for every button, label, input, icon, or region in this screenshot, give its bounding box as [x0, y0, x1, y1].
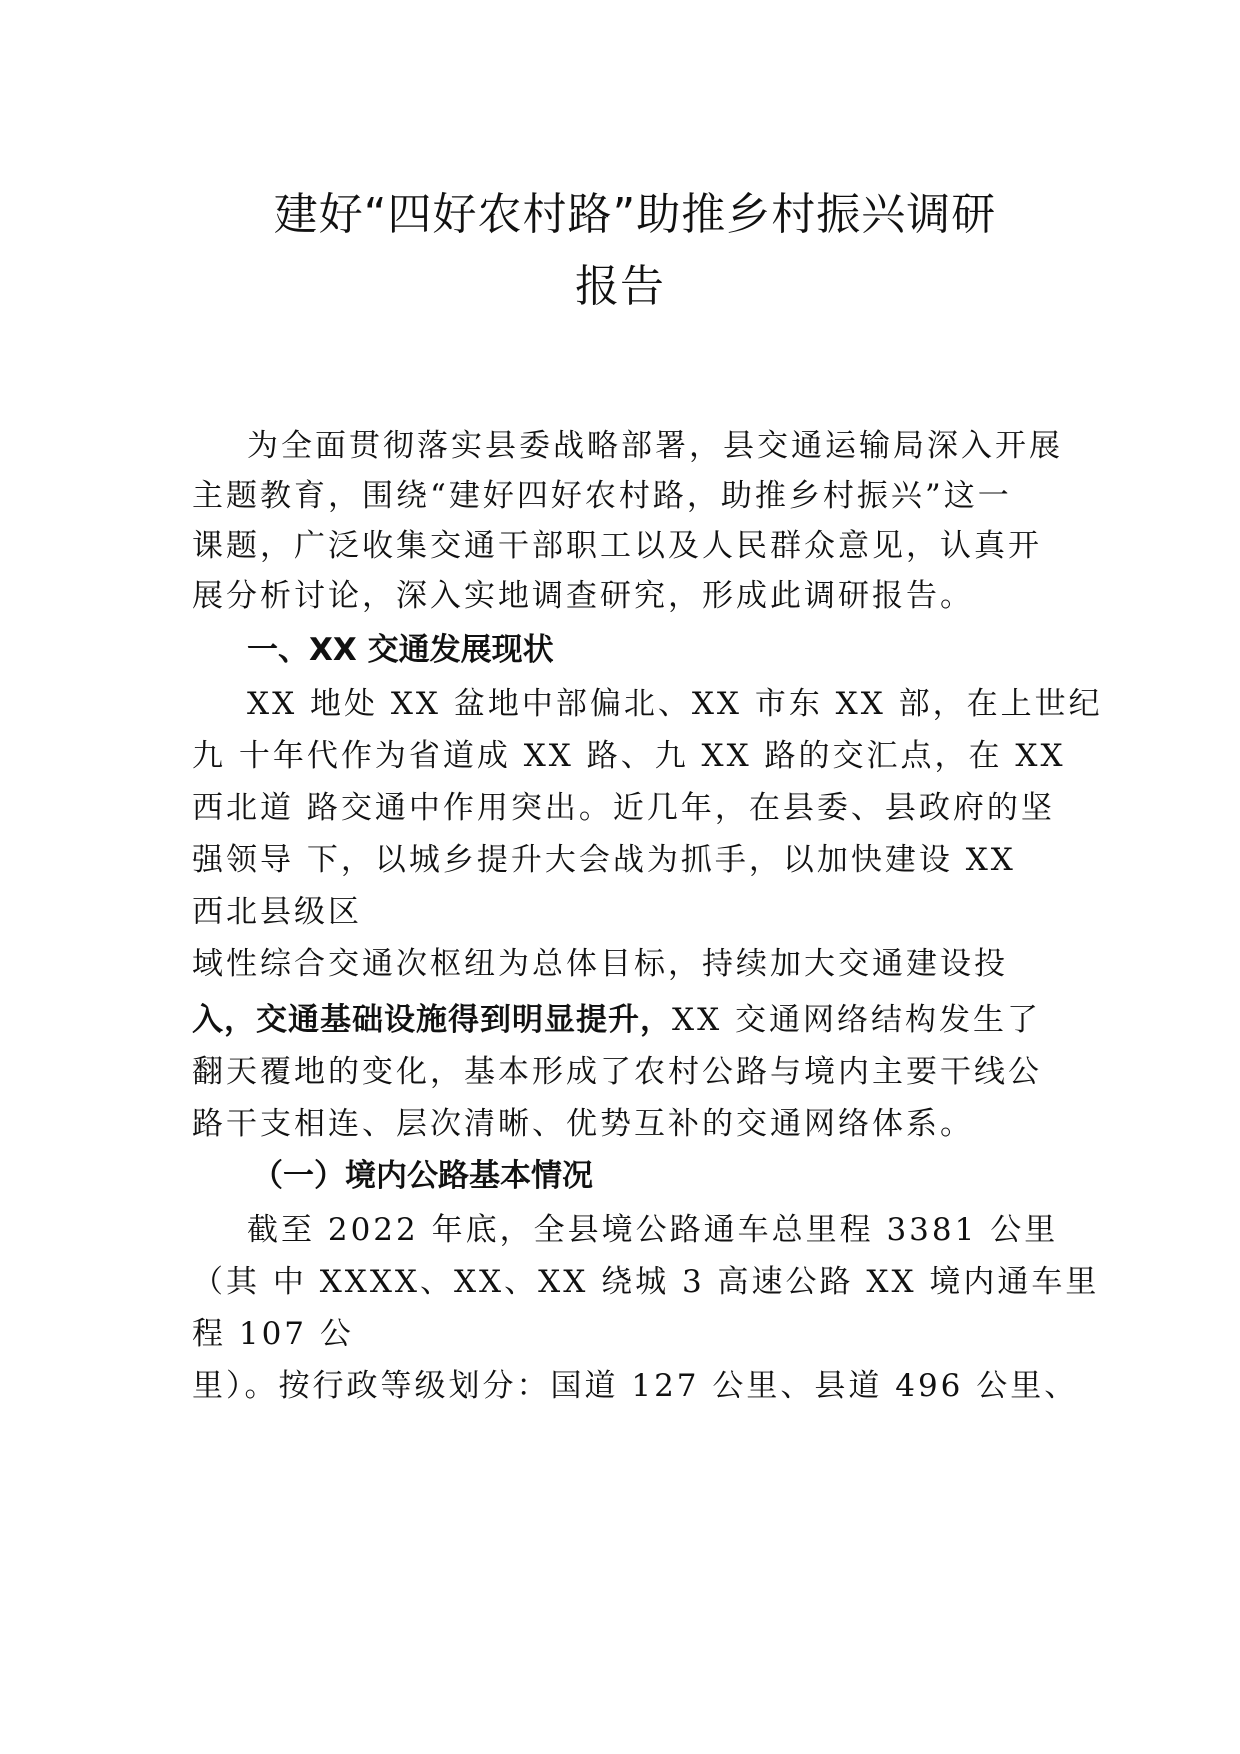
- subsection-1-line-3: 程 107 公: [192, 1316, 354, 1352]
- intro-line-2: 主题教育，围绕“建好四好农村路，助推乡村振兴”这一: [192, 478, 1012, 514]
- section-1-line-8: 翻天覆地的变化，基本形成了农村公路与境内主要干线公: [192, 1054, 1042, 1090]
- intro-line-1: 为全面贯彻落实县委战略部署，县交通运输局深入开展: [247, 428, 1063, 464]
- section-1-line-5: 西北县级区: [192, 894, 362, 930]
- section-1-line-6: 域性综合交通次枢纽为总体目标，持续加大交通建设投: [192, 946, 1008, 982]
- section-1-line-7: [192, 994, 1041, 1039]
- section-1-line-7-rest: XX 交通网络结构发生了: [672, 1002, 1041, 1038]
- section-1-line-1: XX 地处 XX 盆地中部偏北、XX 市东 XX 部，在上世纪: [247, 686, 1103, 722]
- document-title-line-1: 建好“四好农村路”助推乡村振兴调研: [273, 189, 997, 240]
- intro-line-3: 课题，广泛收集交通干部职工以及人民群众意见，认真开: [192, 528, 1042, 564]
- section-1-heading: 一、XX 交通发展现状: [247, 632, 554, 668]
- subsection-1-line-2: （其 中 XXXX、XX、XX 绕城 3 高速公路 XX 境内通车里: [192, 1264, 1100, 1300]
- section-1-bold-text: 入，交通基础设施得到明显提升，: [192, 1002, 672, 1038]
- section-1-line-2: 九 十年代作为省道成 XX 路、九 XX 路的交汇点，在 XX: [192, 738, 1066, 774]
- subsection-1-heading: （一）境内公路基本情况: [252, 1158, 593, 1194]
- intro-line-4: 展分析讨论，深入实地调查研究，形成此调研报告。: [192, 578, 974, 614]
- section-1-line-4: 强领导 下，以城乡提升大会战为抓手，以加快建设 XX: [192, 842, 1016, 878]
- subsection-1-line-4: 里）。按行政等级划分：国道 127 公里、县道 496 公里、: [192, 1368, 1079, 1404]
- subsection-1-line-1: 截至 2022 年底，全县境公路通车总里程 3381 公里: [247, 1212, 1059, 1248]
- section-1-line-3: 西北道 路交通中作用突出。近几年，在县委、县政府的坚: [192, 790, 1055, 826]
- document-title-line-2: 报告: [575, 261, 665, 312]
- section-1-line-9: 路干支相连、层次清晰、优势互补的交通网络体系。: [192, 1106, 974, 1142]
